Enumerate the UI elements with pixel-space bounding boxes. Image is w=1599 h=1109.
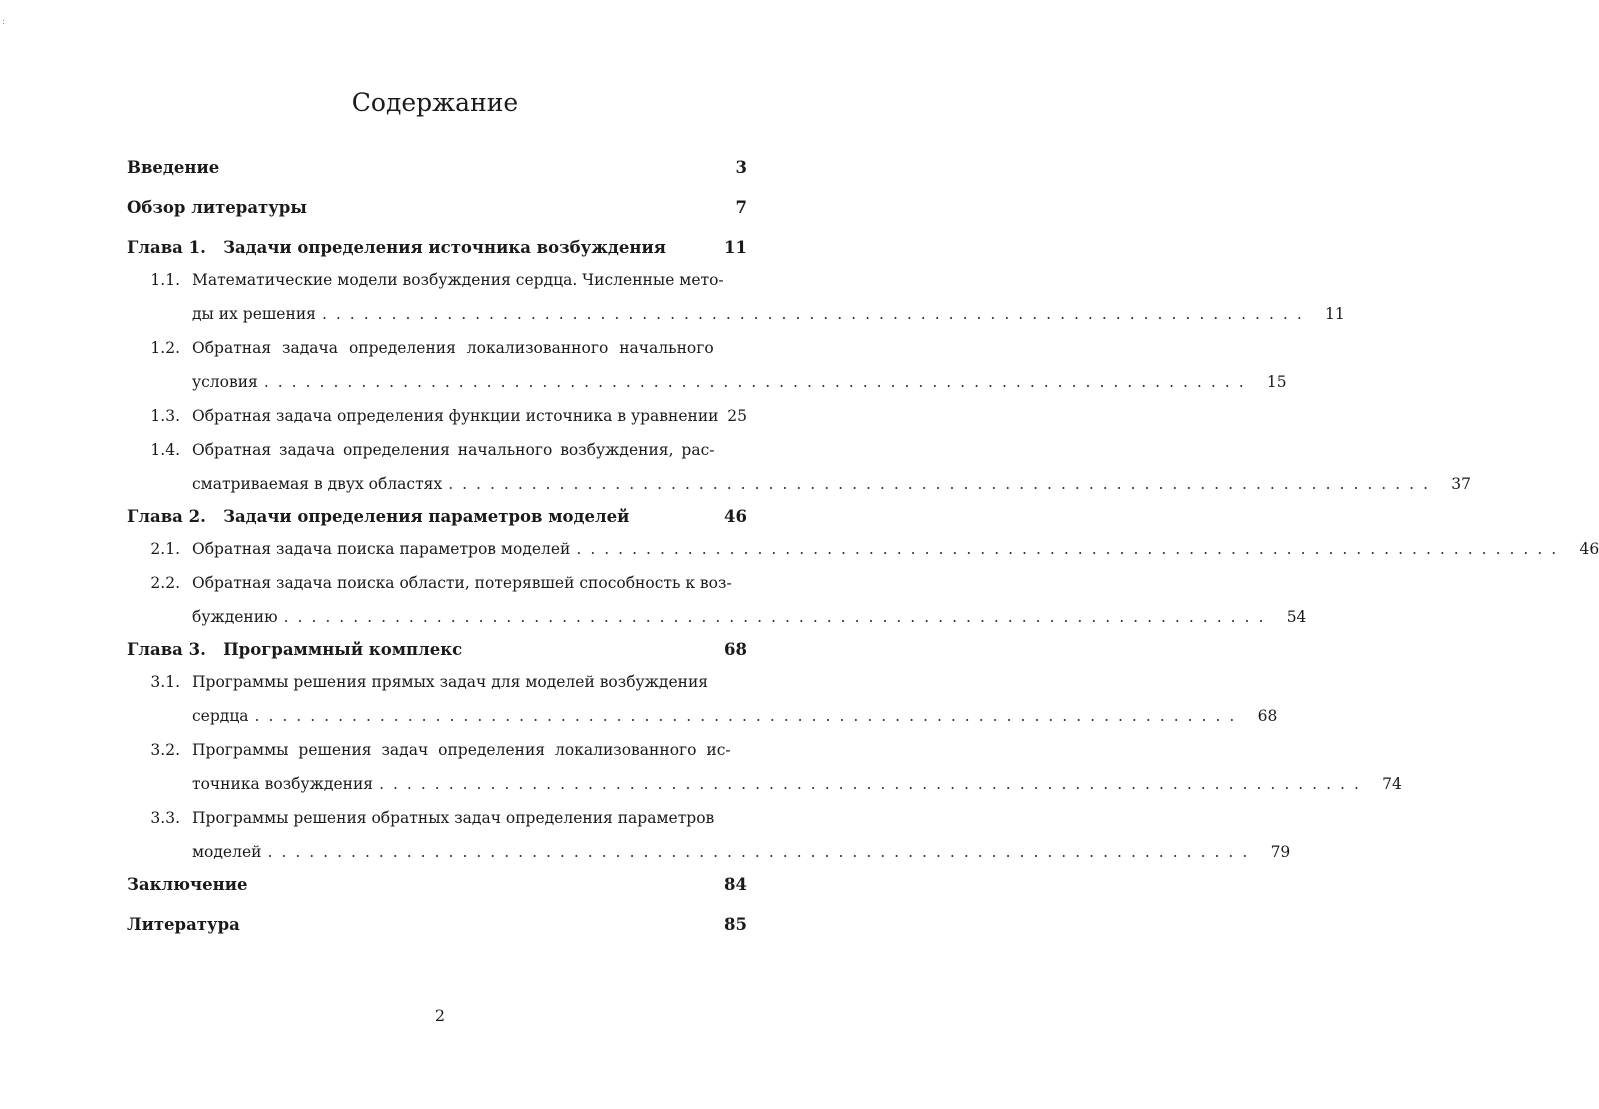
toc-entry-page: 84 — [724, 875, 747, 894]
section-page: 46 — [1579, 540, 1599, 558]
section-page: 54 — [1286, 608, 1307, 626]
toc-entry-page: 85 — [724, 915, 747, 934]
toc-section-1-2[interactable] — [127, 331, 1287, 399]
toc-entry-review[interactable] — [127, 198, 747, 217]
section-page: 74 — [1382, 775, 1402, 793]
toc-chapter-title: Глава 2. Задачи определения параметров моделей — [127, 507, 630, 526]
toc-entry-intro[interactable] — [127, 158, 747, 177]
dot-leader: ....................................................................... — [254, 707, 1244, 725]
toc-section-3-2[interactable] — [127, 733, 1402, 801]
section-page: 25 — [727, 407, 747, 425]
section-title-line1: Обратная задача поиска параметров моделей — [192, 540, 571, 558]
dot-leader: ....................................................................... — [379, 775, 1368, 793]
section-page: 37 — [1451, 475, 1472, 493]
section-number: 1.1. — [150, 271, 180, 289]
toc-chapter-page: 68 — [724, 640, 747, 659]
toc-section-3-3[interactable] — [127, 801, 1291, 869]
section-title-line1: Программы решения обратных задач определения параметров — [192, 809, 715, 827]
toc-section-1-1[interactable] — [127, 263, 1345, 331]
section-title-line1: Программы решения прямых задач для моделей возбуждения — [192, 673, 709, 691]
toc-entry-conclusion[interactable] — [127, 875, 747, 894]
section-number: 3.1. — [150, 673, 180, 691]
section-number: 2.1. — [150, 540, 180, 558]
section-number: 3.2. — [150, 741, 180, 759]
section-number: 1.2. — [150, 339, 180, 357]
toc-chapter-page: 46 — [724, 507, 747, 526]
toc-section-2-1[interactable] — [127, 532, 1599, 566]
toc-section-3-1[interactable] — [127, 665, 1278, 733]
section-number: 1.3. — [150, 407, 180, 425]
toc-chapter-1[interactable] — [127, 238, 747, 257]
section-title-line1: Обратная задача определения начального возбуждения, рас- — [192, 441, 715, 459]
scan-mark: : — [2, 17, 6, 27]
section-number: 2.2. — [150, 574, 180, 592]
section-number: 3.3. — [150, 809, 180, 827]
toc-chapter-title: Глава 3. Программный комплекс — [127, 640, 463, 659]
toc-chapter-page: 11 — [724, 238, 747, 257]
dot-leader: ....................................................................... — [263, 373, 1253, 391]
toc-entry-literature[interactable] — [127, 915, 747, 934]
toc-entry-page: 3 — [735, 158, 747, 177]
toc-chapter-3[interactable] — [127, 640, 747, 659]
section-title-line1: Математические модели возбуждения сердца. Численные мето- — [192, 271, 724, 289]
toc-section-2-2[interactable] — [127, 566, 1307, 634]
section-page: 68 — [1257, 707, 1278, 725]
section-title-line2: сматриваемая в двух областях — [192, 475, 443, 493]
section-page: 79 — [1270, 843, 1291, 861]
page-title: Содержание — [351, 88, 519, 117]
dot-leader: ....................................................................... — [321, 305, 1311, 323]
toc-entry-title: Обзор литературы — [127, 198, 307, 217]
section-title-line1: Обратная задача поиска области, потерявшей способность к воз- — [192, 574, 732, 592]
section-title-line1: Обратная задача определения функции источника в уравнении — [192, 407, 719, 425]
toc-entry-title: Литература — [127, 915, 240, 934]
section-title-line2: моделей — [192, 843, 262, 861]
section-title-line2: сердца — [192, 707, 249, 725]
toc-entry-page: 7 — [735, 198, 747, 217]
toc-chapter-title: Глава 1. Задачи определения источника возбуждения — [127, 238, 666, 257]
dot-leader: ....................................................................... — [283, 608, 1273, 626]
dot-leader: ....................................................................... — [448, 475, 1438, 493]
section-number: 1.4. — [150, 441, 180, 459]
section-title-line2: буждению — [192, 608, 278, 626]
section-title-line1: Обратная задача определения локализованного начального — [192, 339, 714, 357]
table-of-contents — [127, 158, 1599, 934]
section-page: 11 — [1325, 305, 1345, 323]
toc-section-1-4[interactable] — [127, 433, 1472, 501]
section-title-line2: ды их решения — [192, 305, 316, 323]
section-title-line2: точника возбуждения — [192, 775, 374, 793]
page-number: 2 — [434, 1006, 446, 1025]
toc-section-1-3[interactable] — [127, 399, 747, 433]
section-page: 15 — [1266, 373, 1287, 391]
toc-entry-title: Введение — [127, 158, 220, 177]
toc-chapter-2[interactable] — [127, 507, 747, 526]
dot-leader: ....................................................................... — [267, 843, 1257, 861]
section-title-line2: условия — [192, 373, 258, 391]
toc-entry-title: Заключение — [127, 875, 248, 894]
section-title-line1: Программы решения задач определения локализованного ис- — [192, 741, 731, 759]
dot-leader: ....................................................................... — [576, 540, 1566, 558]
